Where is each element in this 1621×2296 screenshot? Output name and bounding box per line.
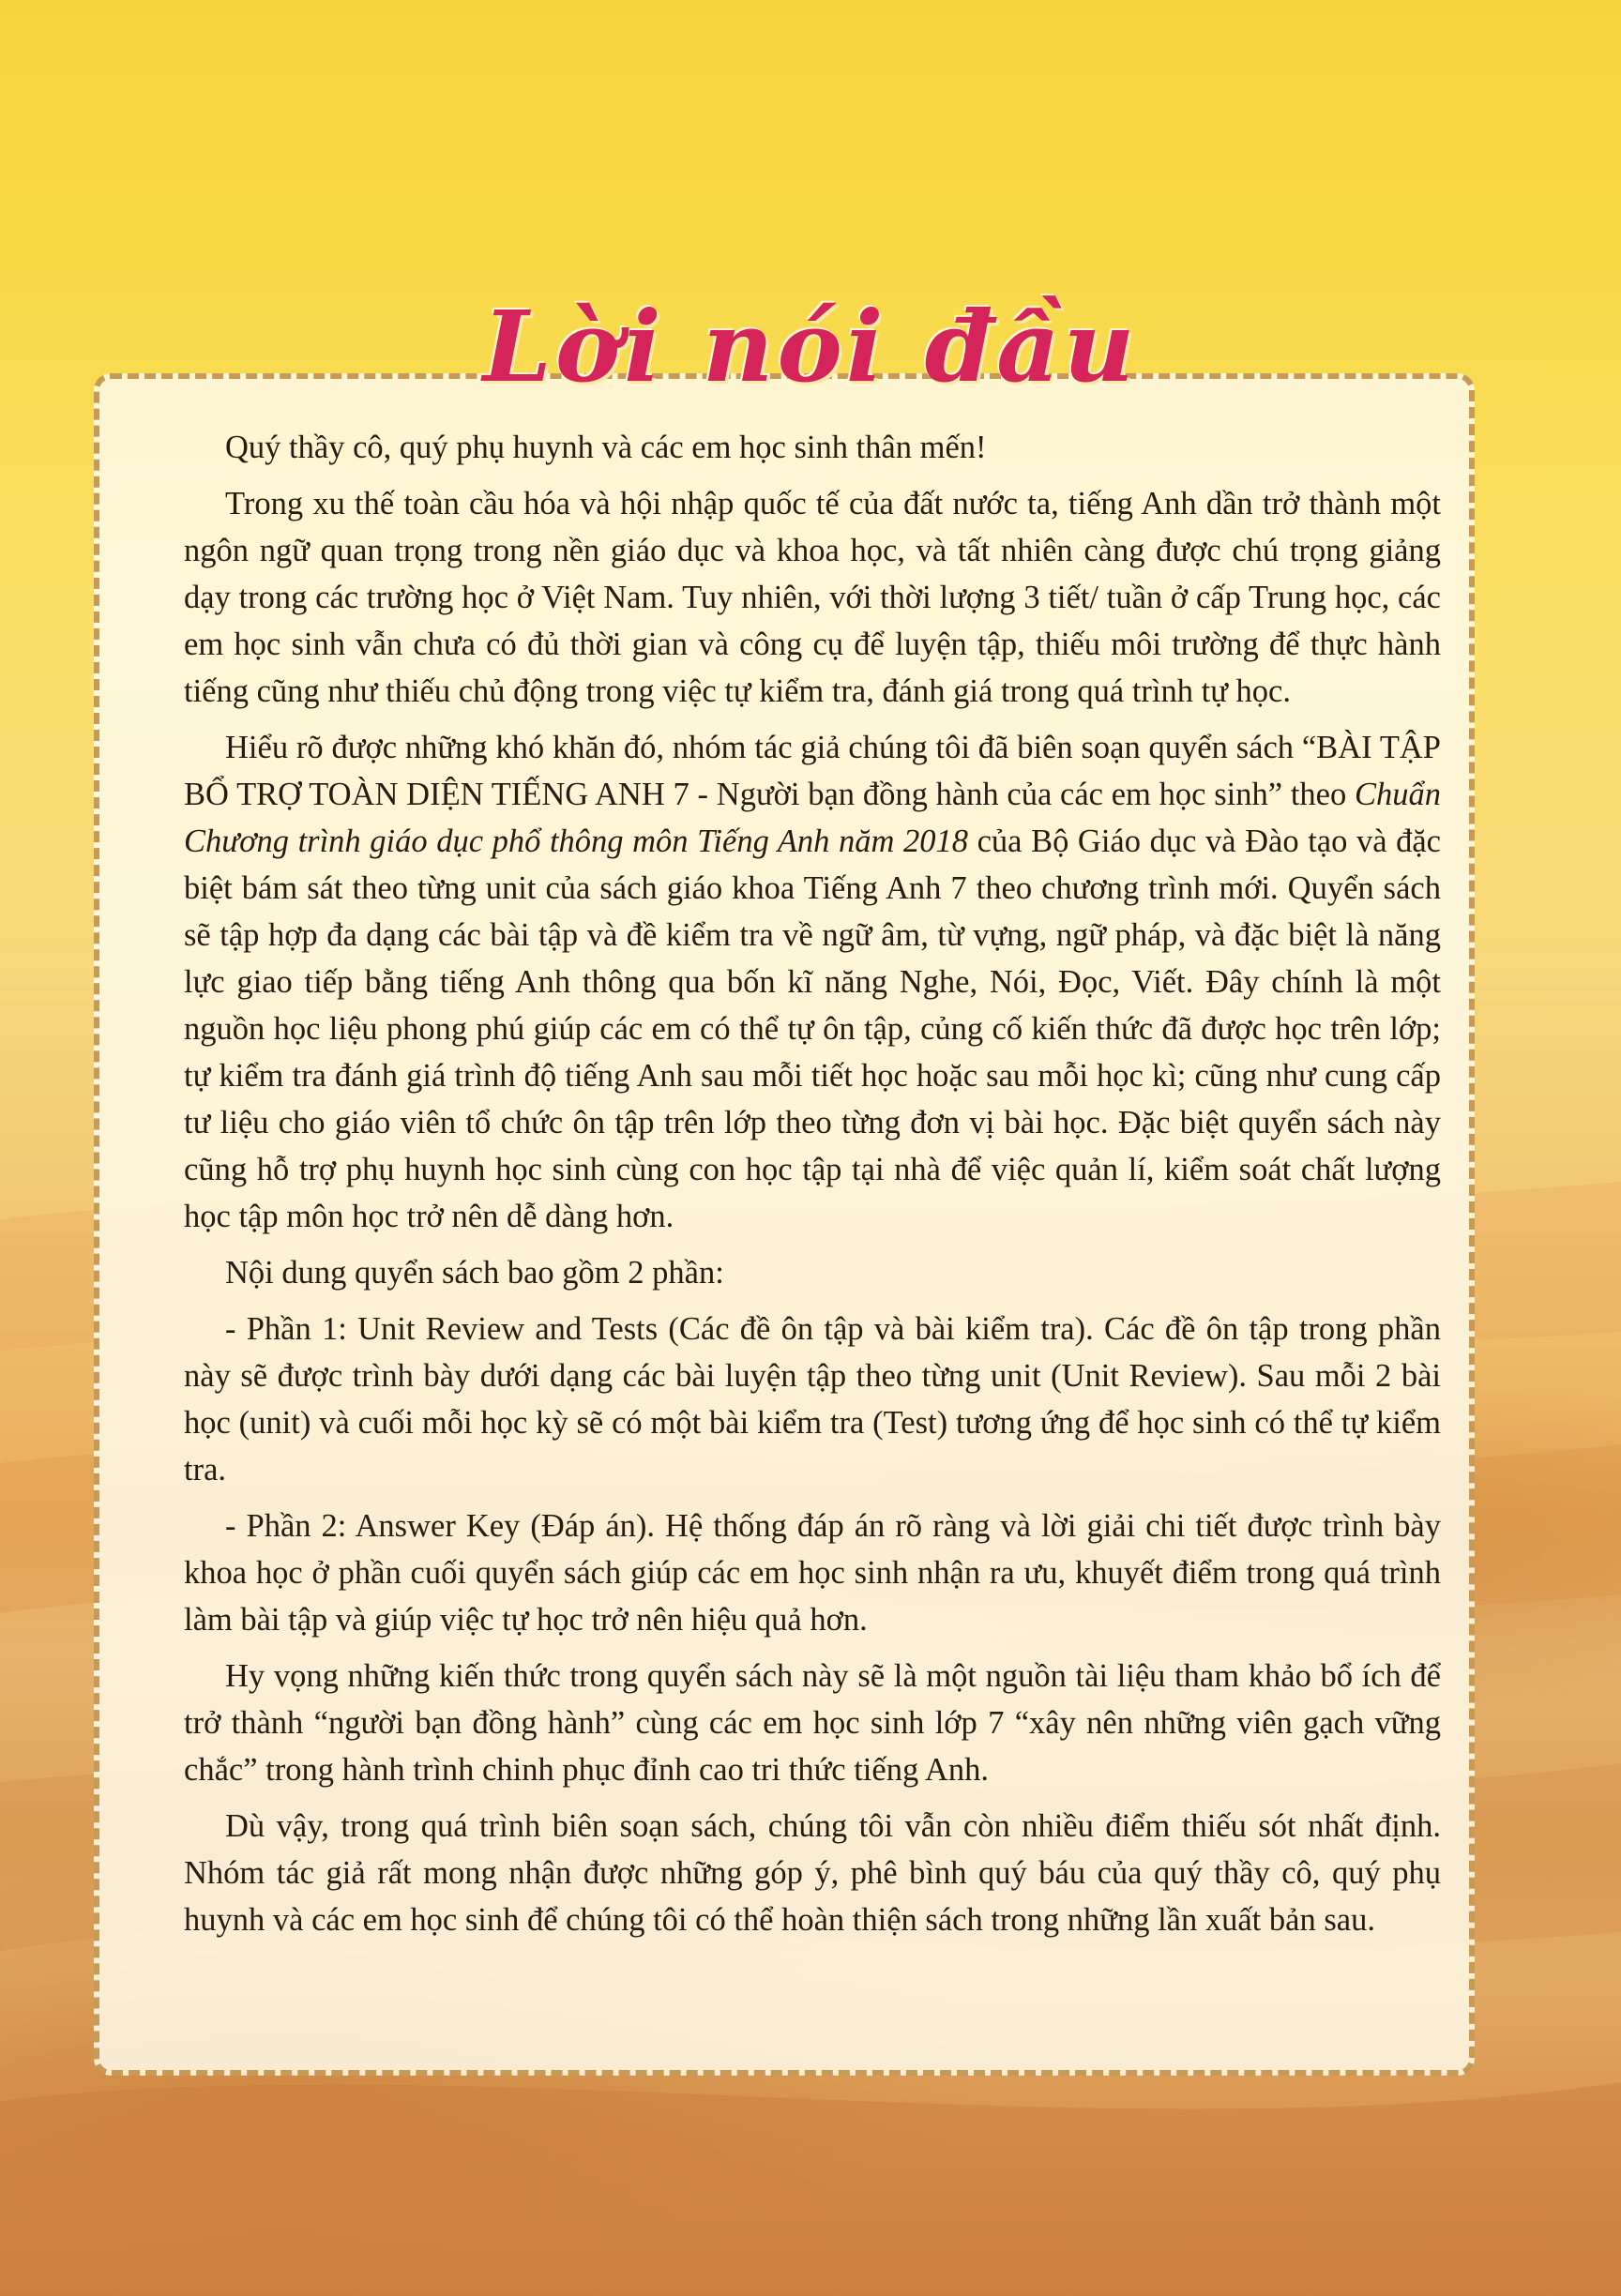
page-title: Lời nói đầu — [482, 289, 1139, 404]
paragraph-2-text-b: của Bộ Giáo dục và Đào tạo và đặc biệt bám sát theo từng unit của sách giáo khoa Tiếng Anh 7 theo chương trình mới. Quyển sách sẽ tập hợp đa dạng các bài tập và đề kiểm tra về ngữ âm, từ vựng, ngữ pháp, và đặc biệt là năng lực giao tiếp bằng tiếng Anh thông qua bốn kĩ năng Nghe, Nói, Đọc, Viết. Đây chính là một nguồn học liệu phong phú giúp các em có thể tự ôn tập, củng cố kiến thức đã được học trên lớp; tự kiểm tra đánh giá trình độ tiếng Anh sau mỗi tiết học hoặc sau mỗi học kì; cũng như cung cấp tư liệu cho giáo viên tổ chức ôn tập trên lớp theo từng đơn vị bài học. Đặc biệt quyển sách này cũng hỗ trợ phụ huynh học sinh cùng con học tập tại nhà để việc quản lí, kiểm soát chất lượng học tập môn học trở nên dễ dàng hơn. — [184, 823, 1441, 1234]
paragraph-6: Hy vọng những kiến thức trong quyển sách này sẽ là một nguồn tài liệu tham khảo bổ ích để trở thành “người bạn đồng hành” cùng các em học sinh lớp 7 “xây nên những viên gạch vững chắc” trong hành trình chinh phục đỉnh cao tri thức tiếng Anh. — [184, 1658, 1441, 1788]
paragraph-1: Trong xu thế toàn cầu hóa và hội nhập quốc tế của đất nước ta, tiếng Anh dần trở thành một ngôn ngữ quan trọng trong nền giáo dục và khoa học, và tất nhiên càng được chú trọng giảng dạy trong các trường học ở Việt Nam. Tuy nhiên, với thời lượng 3 tiết/ tuần ở cấp Trung học, các em học sinh vẫn chưa có đủ thời gian và công cụ để luyện tập, thiếu môi trường để thực hành tiếng cũng như thiếu chủ động trong việc tự kiểm tra, đánh giá trong quá trình tự học. — [184, 486, 1441, 709]
paragraph-2-italic: Chuẩn Chương trình giáo dục phổ thông môn Tiếng Anh năm 2018 — [184, 777, 1441, 859]
paragraph-5: - Phần 2: Answer Key (Đáp án). Hệ thống đáp án rõ ràng và lời giải chi tiết được trình bày khoa học ở phần cuối quyển sách giúp các em học sinh nhận ra ưu, khuyết điểm trong quá trình làm bài tập và giúp việc tự học trở nên hiệu quả hơn. — [184, 1508, 1441, 1638]
greeting-paragraph: Quý thầy cô, quý phụ huynh và các em học sinh thân mến! — [225, 430, 987, 465]
paragraph-7: Dù vậy, trong quá trình biên soạn sách, chúng tôi vẫn còn nhiều điểm thiếu sót nhất định. Nhóm tác giả rất mong nhận được những góp ý, phê bình quý báu của quý thầy cô, quý phụ huynh và các em học sinh để chúng tôi có thể hoàn thiện sách trong những lần xuất bản sau. — [184, 1808, 1441, 1938]
paragraph-2 — [184, 724, 1441, 1240]
paragraph-3: Nội dung quyển sách bao gồm 2 phần: — [225, 1255, 724, 1291]
paragraph-4: - Phần 1: Unit Review and Tests (Các đề ôn tập và bài kiểm tra). Các đề ôn tập trong phần này sẽ được trình bày dưới dạng các bài luyện tập theo từng unit (Unit Review). Sau mỗi 2 bài học (unit) và cuối mỗi học kỳ sẽ có một bài kiểm tra (Test) tương ứng để học sinh có thể tự kiểm tra. — [184, 1311, 1441, 1488]
preface-body — [184, 424, 1441, 1953]
paragraph-2-text-a: Hiểu rõ được những khó khăn đó, nhóm tác giả chúng tôi đã biên soạn quyển sách “BÀI TẬP BỔ TRỢ TOÀN DIỆN TIẾNG ANH 7 - Người bạn đồng hành của các em học sinh” theo — [184, 730, 1441, 812]
